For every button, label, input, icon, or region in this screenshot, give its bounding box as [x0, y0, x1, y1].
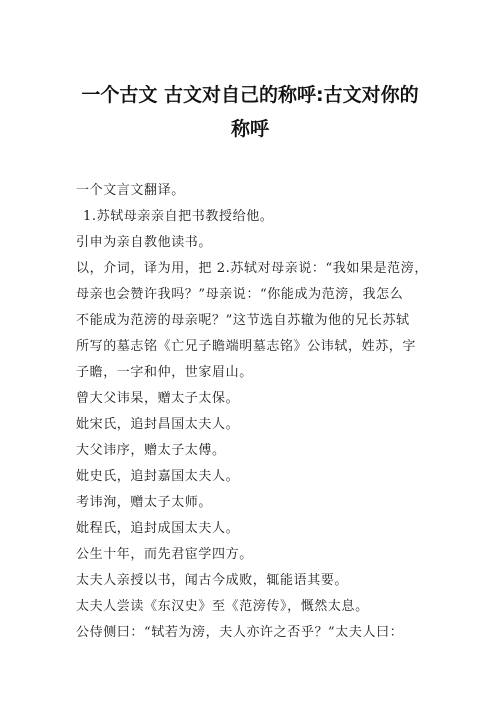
title-line-1: 一个古文 古文对自己的称呼:古文对你的	[81, 84, 419, 106]
paragraph-line: 引申为亲自教他读书。	[76, 235, 213, 250]
paragraph-line: 太夫人亲授以书，闻古今成败，辄能语其要。	[76, 573, 349, 588]
paragraph-line: 子瞻，一字和仲，世家眉山。	[76, 365, 253, 380]
paragraph-line: 太夫人尝读《东汉史》至《范滂传》，慨然太息。	[76, 599, 369, 614]
paragraph-line: 母亲也会赞许我吗？”母亲说：“你能成为范滂，我怎么	[76, 287, 404, 302]
title-line-2: 称呼	[230, 118, 269, 140]
paragraph-line: 大父讳序，赠太子太傅。	[76, 443, 226, 458]
document-body	[76, 178, 428, 646]
paragraph-line: 一个文言文翻译。	[76, 183, 185, 198]
paragraph-line: 以，介词，译为用，把 2.苏轼对母亲说：“我如果是范滂，	[76, 261, 428, 276]
paragraph-line: 公侍侧曰：“轼若为滂，夫人亦许之否乎？”太夫人曰：	[76, 625, 404, 640]
paragraph-line: 曾大父讳杲，赠太子太保。	[76, 391, 240, 406]
paragraph-line: 妣宋氏，追封昌国太夫人。	[76, 417, 240, 432]
paragraph-line: 不能成为范滂的母亲呢？”这节选自苏辙为他的兄长苏轼	[76, 313, 410, 328]
paragraph-line: 考讳洵，赠太子太师。	[76, 495, 213, 510]
paragraph-line: 公生十年，而先君宦学四方。	[76, 547, 253, 562]
paragraph-line: 妣史氏，追封嘉国太夫人。	[76, 469, 240, 484]
paragraph-line: 所写的墓志铭《亡兄子瞻端明墓志铭》公讳轼，姓苏，字	[76, 339, 417, 354]
document-title	[40, 78, 460, 146]
paragraph-line: 妣程氏，追封成国太夫人。	[76, 521, 240, 536]
paragraph-line: 1.苏轼母亲亲自把书教授给他。	[83, 209, 274, 224]
